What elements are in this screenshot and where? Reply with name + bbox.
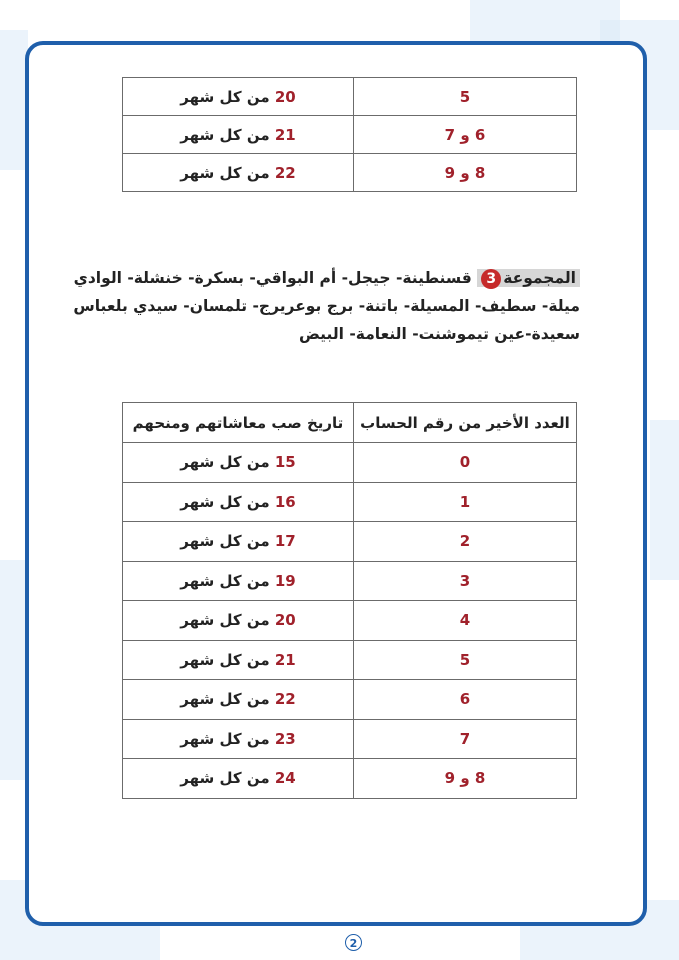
payment-date-cell: 24 من كل شهر	[123, 759, 354, 799]
group-label: المجموعة3	[477, 269, 580, 287]
payment-date-cell: 22 من كل شهر	[123, 154, 354, 192]
account-digit-cell: 5	[354, 78, 577, 116]
group-3-provinces	[62, 264, 580, 348]
header-payment-date: تاريخ صب معاشاتهم ومنحهم	[123, 403, 354, 443]
payment-date-cell: 19 من كل شهر	[123, 561, 354, 601]
table-row	[123, 154, 577, 192]
table-header-row	[123, 403, 577, 443]
group-provinces-line-1: قسنطينة- جيجل- أم البواقي- بسكرة- خنشلة- الوادي	[73, 269, 472, 287]
table-row	[123, 116, 577, 154]
table-row	[123, 601, 577, 641]
account-digit-cell: 6 و 7	[354, 116, 577, 154]
table-row	[123, 759, 577, 799]
account-digit-cell: 3	[354, 561, 577, 601]
payment-date-cell: 21 من كل شهر	[123, 640, 354, 680]
payment-date-cell: 22 من كل شهر	[123, 680, 354, 720]
table-row	[123, 561, 577, 601]
account-digit-cell: 4	[354, 601, 577, 641]
account-digit-cell: 2	[354, 522, 577, 562]
background-decoration	[0, 30, 28, 170]
group-number-badge: 3	[481, 269, 501, 289]
header-last-digit: العدد الأخير من رقم الحساب	[354, 403, 577, 443]
account-digit-cell: 7	[354, 719, 577, 759]
background-decoration	[0, 560, 28, 780]
payment-date-cell: 17 من كل شهر	[123, 522, 354, 562]
payment-date-cell: 23 من كل شهر	[123, 719, 354, 759]
table-row	[123, 640, 577, 680]
group-provinces-line-2: ميلة- سطيف- المسيلة- باتنة- برج بوعريرج- تلمسان- سيدي بلعباس	[73, 297, 580, 315]
group-provinces-line-3: سعيدة-عين تيموشنت- النعامة- البيض	[299, 325, 580, 343]
table-row	[123, 719, 577, 759]
account-digit-cell: 0	[354, 443, 577, 483]
table-row	[123, 482, 577, 522]
table-row	[123, 443, 577, 483]
account-digit-cell: 6	[354, 680, 577, 720]
account-digit-cell: 1	[354, 482, 577, 522]
group-line	[62, 264, 580, 292]
schedule-table-group-3	[122, 402, 577, 799]
payment-date-cell: 15 من كل شهر	[123, 443, 354, 483]
table-row	[123, 522, 577, 562]
account-digit-cell: 8 و 9	[354, 759, 577, 799]
account-digit-cell: 8 و 9	[354, 154, 577, 192]
payment-date-cell: 20 من كل شهر	[123, 601, 354, 641]
schedule-table-continued	[122, 77, 577, 192]
table-row	[123, 680, 577, 720]
table-row	[123, 78, 577, 116]
payment-date-cell: 20 من كل شهر	[123, 78, 354, 116]
background-decoration	[650, 420, 679, 580]
payment-date-cell: 21 من كل شهر	[123, 116, 354, 154]
payment-date-cell: 16 من كل شهر	[123, 482, 354, 522]
page-number: 2	[345, 934, 362, 951]
account-digit-cell: 5	[354, 640, 577, 680]
